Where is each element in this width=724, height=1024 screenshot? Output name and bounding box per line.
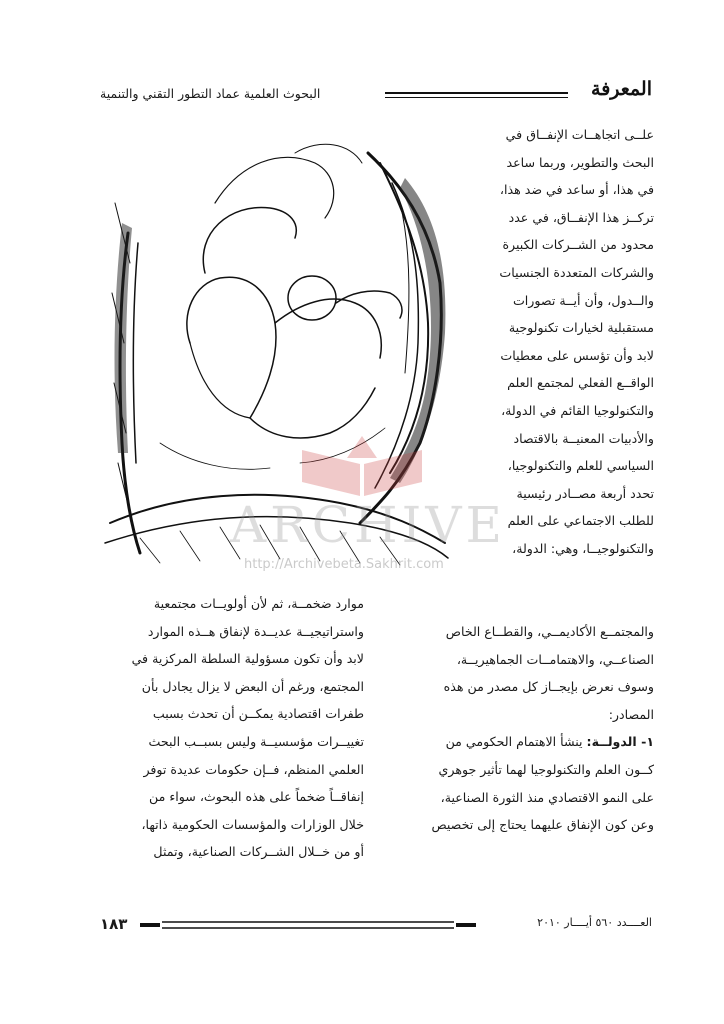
text-line: كــون العلم والتكنولوجيا لهما تأثير جوهري: [438, 761, 654, 777]
text-line: والشركات المتعددة الجنسيات: [499, 264, 654, 280]
text-line: تحدد أربعة مصــادر رئيسية: [516, 485, 654, 501]
text-line: والــدول، وأن أيــة تصورات: [512, 292, 654, 308]
text-line: تغييــرات مؤسسيــة وليس بسبــب البحث: [148, 733, 364, 749]
header-rule-bottom: [385, 97, 568, 98]
header-rule-top: [385, 92, 568, 94]
issue-info: العــــدد ٥٦٠ أيــــار ٢٠١٠: [537, 916, 652, 929]
text-line: على النمو الاقتصادي منذ الثورة الصناعية،: [440, 789, 654, 805]
text-line: والأدبيات المعنيــة بالاقتصاد: [513, 430, 654, 446]
text-line: أو من خــلال الشــركات الصناعية، وتمثل: [153, 844, 364, 860]
text-line: وعن كون الإنفاق عليهما يحتاج إلى تخصيص: [431, 817, 654, 833]
text-line: واستراتيجيــة عديــدة لإنفاق هــذه الموارد: [147, 623, 364, 639]
text-line: محدود من الشــركات الكبيرة: [502, 237, 654, 253]
text-line: في هذا، أو ساعد في ضد هذا،: [499, 182, 654, 198]
archive-book-logo: [292, 430, 432, 498]
text-line: والمجتمــع الأكاديمــي، والقطــاع الخاص: [445, 624, 654, 639]
text-line: للطلب الاجتماعي على العلم: [507, 513, 654, 529]
watermark-word: ARCHIVE: [230, 496, 506, 554]
text-line: طفرات اقتصادية يمكــن أن تحدث بسبب: [152, 706, 364, 722]
text-line: إنفاقــاً ضخماً على هذه البحوث، سواء من: [149, 789, 364, 805]
text-line: موارد ضخمــة، ثم لأن أولويــات مجتمعية: [153, 596, 364, 611]
page-number: ١٨٣: [100, 915, 128, 933]
text-line: السياسي للعلم والتكنولوجيا،: [507, 458, 654, 474]
text-line: الصناعــي، والاهتمامــات الجماهيريــة،: [456, 651, 654, 667]
right-column-text: [464, 121, 654, 563]
section-heading: ١- الدولــة:: [586, 734, 654, 750]
running-header-title: البحوث العلمية عماد التطور التقني والتنمية: [100, 86, 321, 101]
watermark-url: http://Archivebeta.Sakhrit.com: [244, 557, 444, 572]
text-line: علــى اتجاهــات الإنفــاق في: [505, 127, 654, 142]
magazine-logo: المعرفة: [591, 78, 652, 100]
section-line: [386, 728, 654, 756]
text-line: خلال الوزارات والمؤسسات الحكومية ذاتها،: [141, 816, 364, 832]
text-line: وسوف نعرض بإيجــاز كل مصدر من هذه: [443, 679, 654, 695]
text-line: العلمي المنظم، فــإن حكومات عديدة توفر: [143, 761, 364, 777]
text-line: تركــز هذا الإنفــاق، في عدد: [508, 209, 654, 225]
text-line: المصادر:: [608, 706, 654, 722]
text-line: لابد وأن تؤسس على معطيات: [500, 347, 654, 363]
text-line: والتكنولوجيــا، وهي: الدولة،: [512, 540, 654, 556]
text-line: الواقــع الفعلي لمجتمع العلم: [507, 375, 654, 391]
right-column-wide-text: [386, 618, 654, 839]
text-line: والتكنولوجيا القائم في الدولة،: [501, 402, 654, 418]
left-column-text: [100, 590, 364, 866]
text-line: مستقبلية لخيارات تكنولوجية: [508, 320, 654, 336]
text-line: البحث والتطوير، وربما ساعد: [506, 154, 654, 170]
footer-rule: [140, 919, 476, 931]
text-line: لابد وأن تكون مسؤولية السلطة المركزية في: [131, 651, 364, 667]
section-text: ينشأ الاهتمام الحكومي من: [445, 734, 587, 750]
text-line: المجتمع، ورغم أن البعض لا يزال يجادل بأن: [141, 678, 364, 694]
